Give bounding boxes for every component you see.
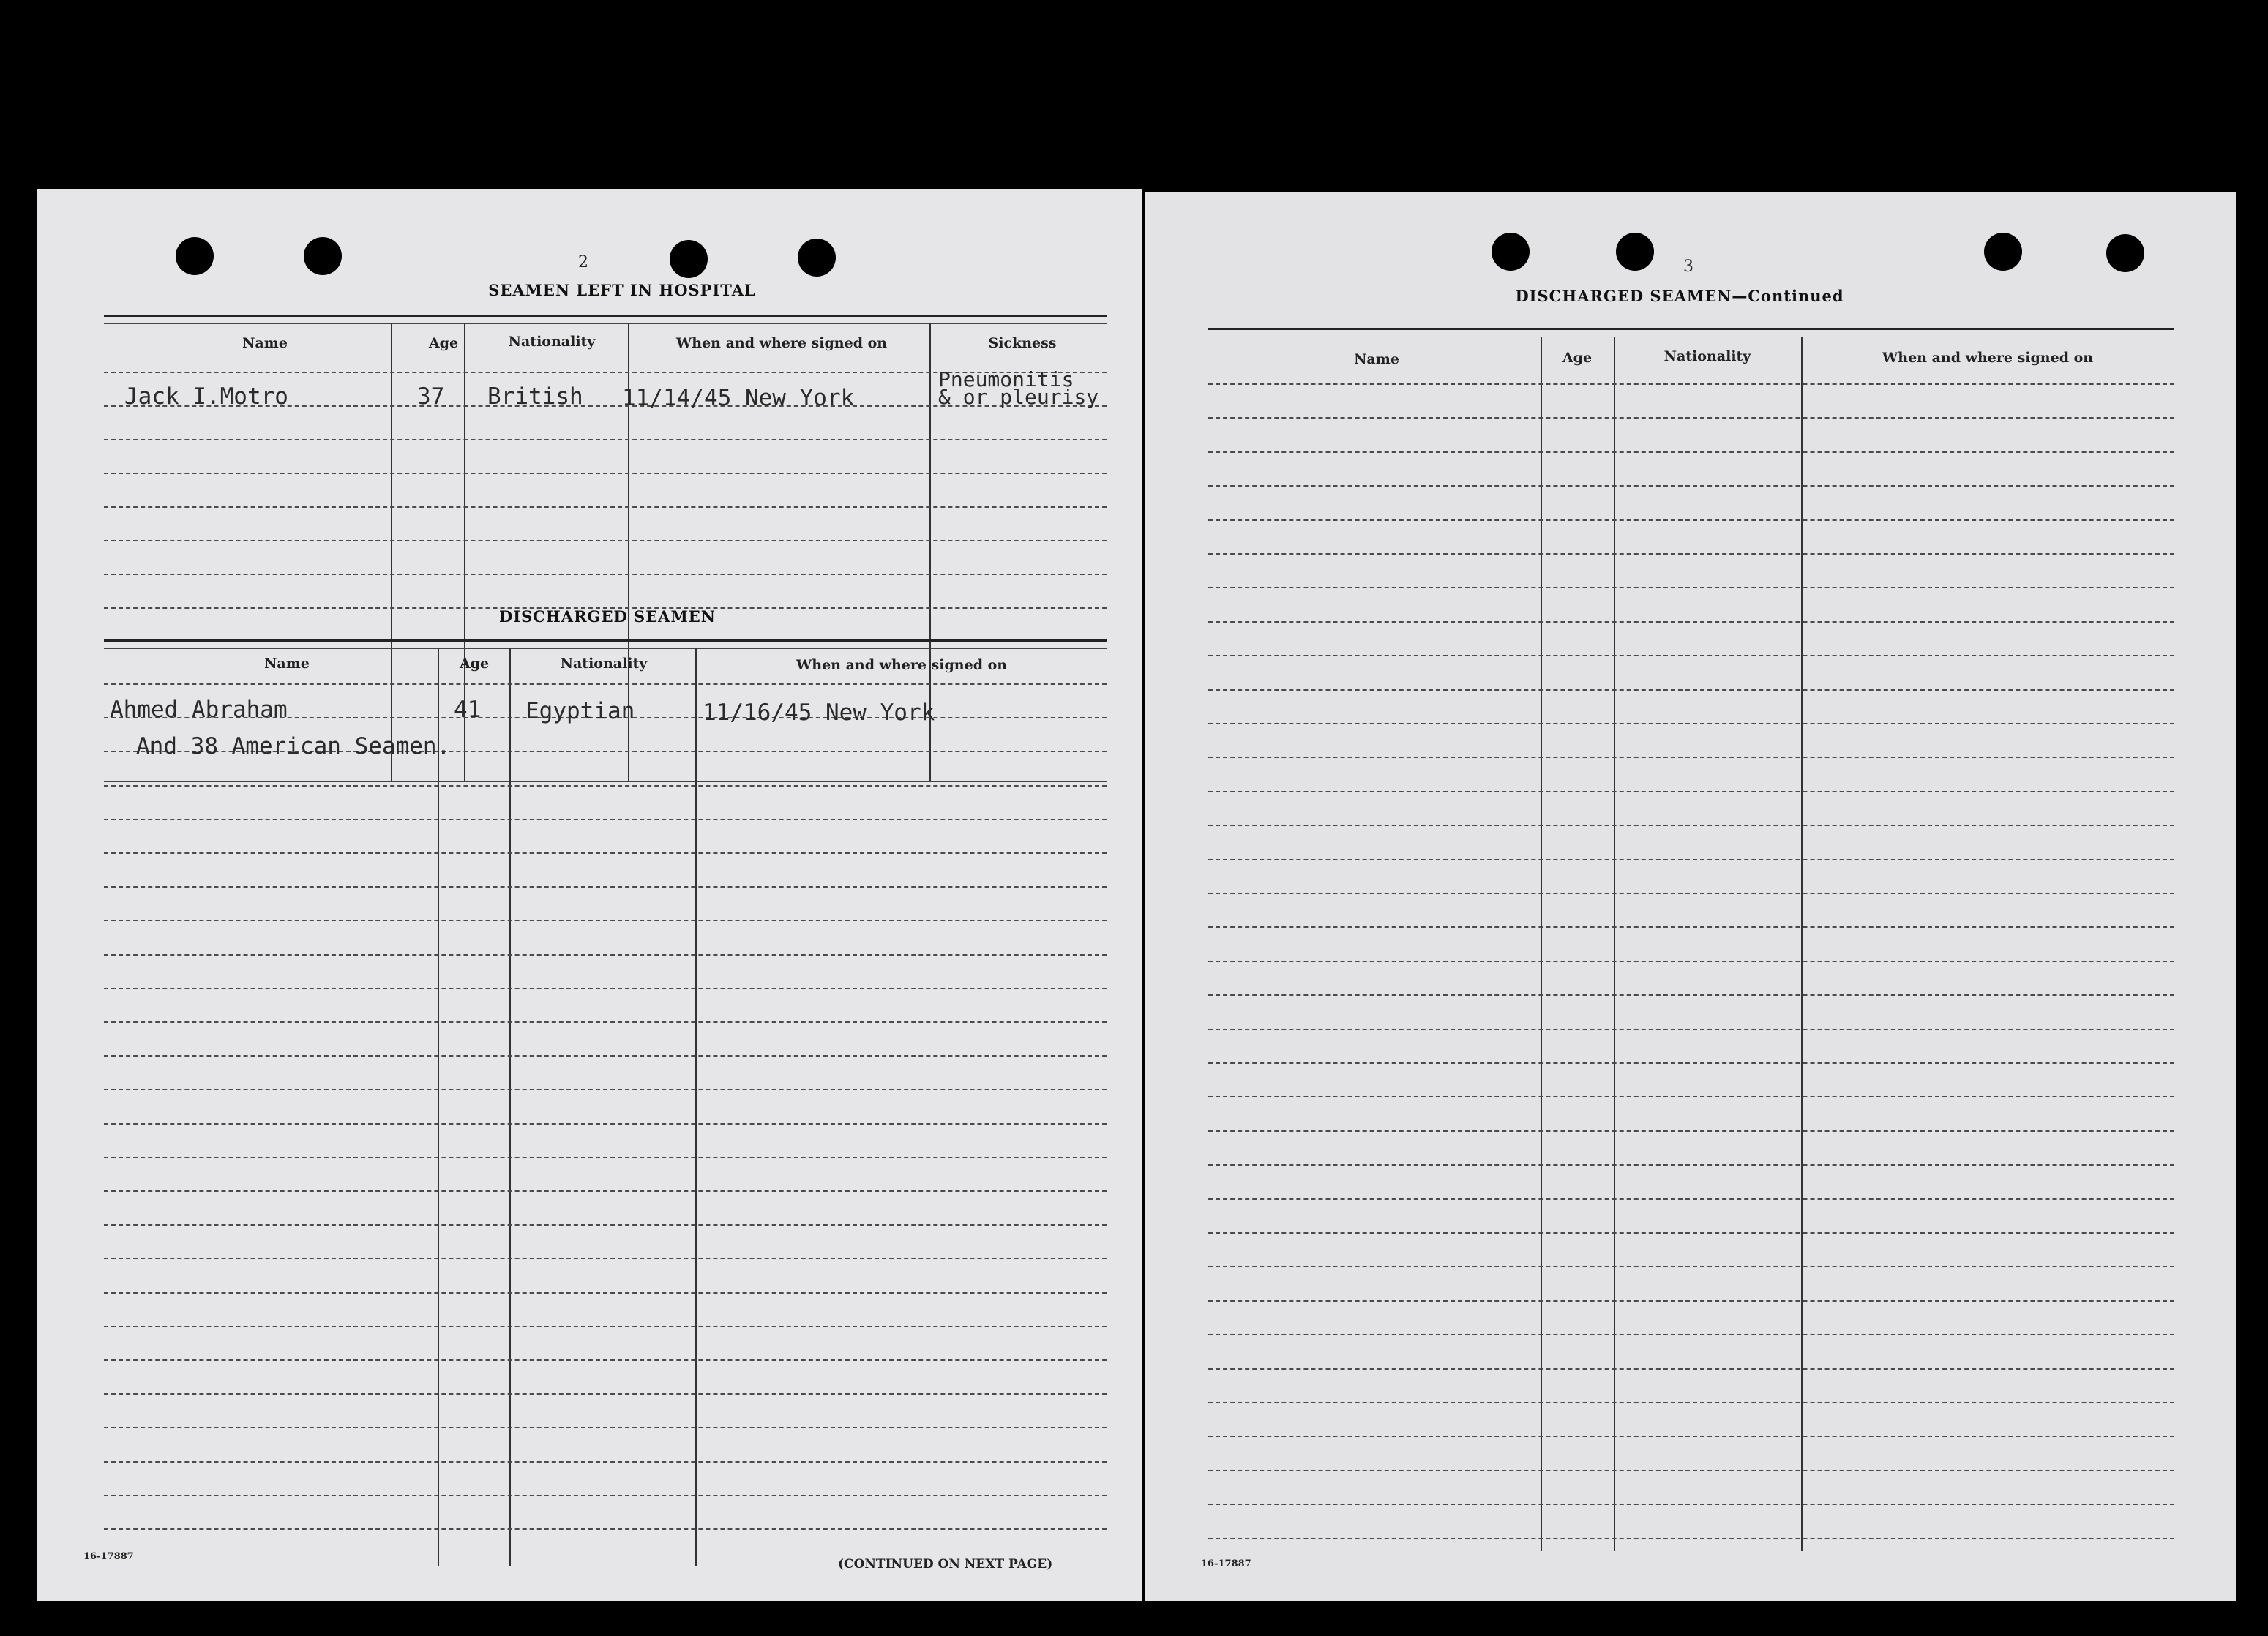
column-header-name: Name	[264, 656, 310, 672]
punch-hole	[2106, 234, 2144, 272]
column-header-nationality: Nationality	[508, 334, 596, 350]
row-rule	[104, 683, 1107, 685]
row-rule	[104, 1157, 1107, 1158]
row-rule	[1208, 417, 2174, 419]
hospital-sickness-cell: & or pleurisy	[938, 385, 1099, 409]
row-rule	[104, 1089, 1107, 1090]
punch-hole	[1492, 233, 1530, 271]
row-rule	[1208, 961, 2174, 962]
hospital-nationality-cell: British	[487, 383, 583, 410]
discharged-signed-on-cell: 11/16/45 New York	[703, 699, 935, 726]
column-header-sickness: Sickness	[988, 335, 1057, 351]
hospital-name-cell: Jack I.Motro	[124, 383, 288, 410]
row-rule	[104, 920, 1107, 921]
page-number: 2	[578, 253, 588, 271]
row-rule	[1208, 757, 2174, 758]
punch-hole	[1984, 233, 2022, 271]
column-header-age: Age	[459, 656, 490, 672]
row-rule	[1208, 587, 2174, 588]
row-rule	[1208, 621, 2174, 623]
row-rule	[1208, 1436, 2174, 1437]
column-header-age: Age	[1562, 350, 1593, 366]
row-rule	[1208, 1504, 2174, 1505]
hospital-section-title: SEAMEN LEFT IN HOSPITAL	[488, 281, 756, 299]
row-rule	[104, 785, 1107, 787]
row-rule	[1208, 859, 2174, 860]
row-rule	[104, 1427, 1107, 1428]
column-header-signed-on: When and where signed on	[675, 335, 888, 351]
row-rule	[104, 1224, 1107, 1226]
table-top-rule	[1208, 328, 2174, 330]
discharged-note: And 38 American Seamen.	[136, 733, 451, 759]
table-top-rule	[104, 639, 1107, 642]
page-number: 3	[1683, 258, 1693, 276]
row-rule	[104, 886, 1107, 888]
row-rule	[1208, 1334, 2174, 1335]
punch-hole	[304, 237, 342, 275]
row-rule	[104, 1021, 1107, 1023]
row-rule	[104, 954, 1107, 956]
continued-note: (CONTINUED ON NEXT PAGE)	[838, 1557, 1053, 1572]
row-rule	[1208, 791, 2174, 792]
row-rule	[1208, 451, 2174, 453]
punch-hole	[798, 239, 836, 277]
discharged-section-title: DISCHARGED SEAMEN	[499, 607, 716, 626]
row-rule	[1208, 1538, 2174, 1539]
column-header-signed-on: When and where signed on	[1882, 350, 2094, 366]
row-rule	[104, 1495, 1107, 1496]
row-rule	[104, 1123, 1107, 1125]
row-rule	[104, 506, 1107, 508]
discharged-name-cell: Ahmed Abraham	[110, 697, 288, 723]
row-rule	[104, 439, 1107, 440]
row-rule	[1208, 1470, 2174, 1471]
page-title: DISCHARGED SEAMEN—Continued	[1515, 287, 1844, 305]
discharged-age-cell: 41	[454, 697, 482, 723]
row-rule	[1208, 519, 2174, 521]
row-rule	[1208, 383, 2174, 385]
right-page	[1145, 192, 2236, 1601]
row-rule	[1208, 1096, 2174, 1097]
left-page	[37, 189, 1142, 1601]
punch-hole	[670, 240, 708, 278]
row-rule	[104, 1258, 1107, 1259]
row-rule	[104, 1326, 1107, 1327]
row-rule	[1208, 1029, 2174, 1030]
column-header-age: Age	[428, 335, 459, 351]
row-rule	[104, 1393, 1107, 1395]
row-rule	[104, 819, 1107, 820]
row-rule	[1208, 825, 2174, 826]
row-rule	[1208, 1402, 2174, 1403]
row-rule	[1208, 689, 2174, 691]
hospital-signed-on-cell: 11/14/45 New York	[622, 385, 855, 411]
row-rule	[104, 1528, 1107, 1530]
row-rule	[104, 1190, 1107, 1192]
column-header-nationality: Nationality	[560, 656, 648, 672]
row-rule	[1208, 553, 2174, 555]
row-rule	[1208, 1130, 2174, 1132]
row-rule	[104, 1461, 1107, 1463]
row-rule	[1208, 926, 2174, 928]
row-rule	[104, 988, 1107, 989]
row-rule	[104, 540, 1107, 541]
row-rule	[1208, 485, 2174, 487]
row-rule	[1208, 994, 2174, 996]
form-number: 16-17887	[1201, 1558, 1251, 1569]
hospital-age-cell: 37	[417, 383, 445, 410]
discharged-nationality-cell: Egyptian	[525, 698, 635, 724]
column-header-name: Name	[242, 335, 288, 351]
row-rule	[1208, 1062, 2174, 1064]
row-rule	[1208, 1368, 2174, 1370]
row-rule	[1208, 1300, 2174, 1302]
row-rule	[1208, 1232, 2174, 1234]
row-rule	[1208, 1198, 2174, 1200]
row-rule	[1208, 1164, 2174, 1166]
row-rule	[104, 574, 1107, 575]
row-rule	[1208, 893, 2174, 894]
column-header-signed-on: When and where signed on	[796, 657, 1008, 673]
table-bottom-rule	[104, 781, 1107, 782]
row-rule	[104, 1055, 1107, 1057]
hospital-sickness-cell: Pneumonitis	[938, 367, 1074, 391]
punch-hole	[1616, 233, 1654, 271]
row-rule	[104, 473, 1107, 474]
row-rule	[104, 1292, 1107, 1294]
table-top-rule	[104, 315, 1107, 317]
table-top-rule	[104, 323, 1107, 324]
column-header-name: Name	[1354, 351, 1399, 367]
punch-hole	[176, 237, 214, 275]
row-rule	[1208, 1266, 2174, 1267]
row-rule	[104, 852, 1107, 854]
column-divider	[391, 323, 392, 781]
column-header-nationality: Nationality	[1663, 348, 1751, 364]
row-rule	[1208, 655, 2174, 656]
form-number: 16-17887	[83, 1551, 134, 1562]
table-top-rule	[104, 648, 1107, 649]
row-rule	[104, 1359, 1107, 1361]
row-rule	[1208, 723, 2174, 724]
